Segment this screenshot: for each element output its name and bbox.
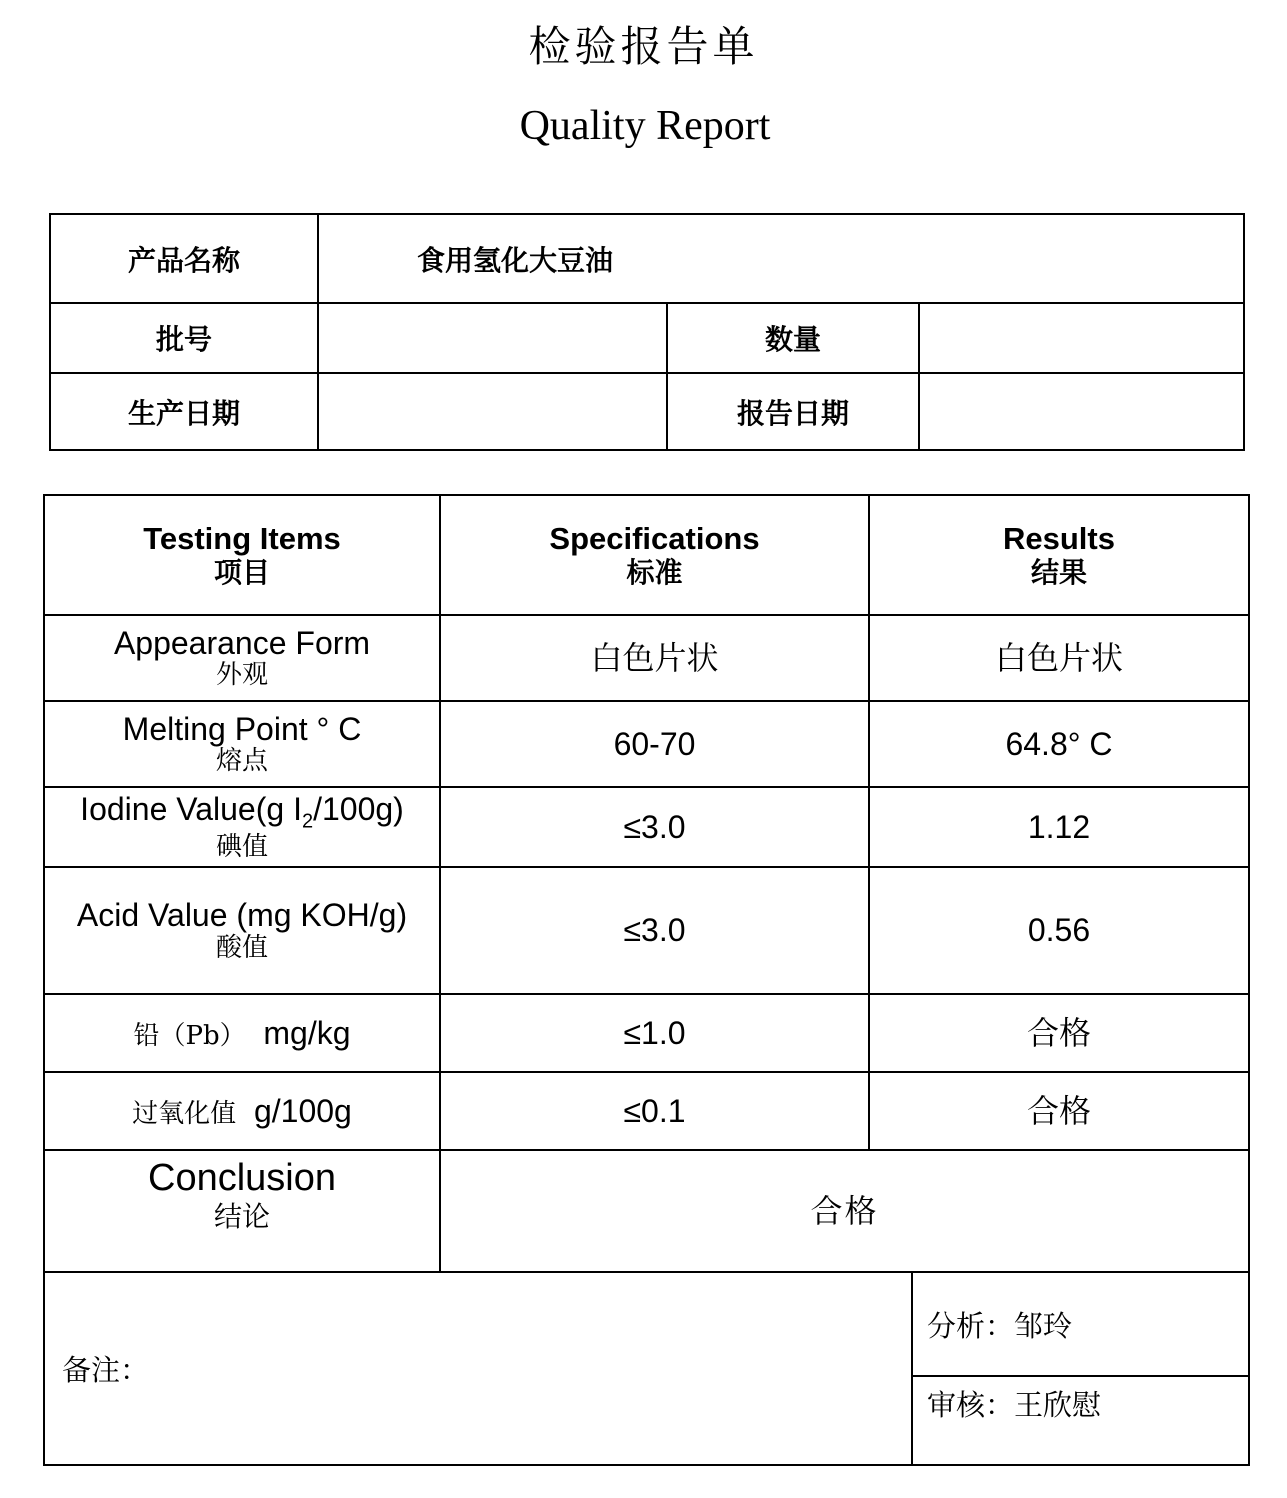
footer-table — [43, 1271, 1250, 1466]
spec-cell: ≤3.0 — [440, 867, 869, 994]
conclusion-label-cell — [44, 1150, 440, 1272]
item-name-en: Melting Point ° C — [122, 710, 362, 747]
header-specifications-cn: 标准 — [626, 555, 683, 589]
header-results-cn: 结果 — [1030, 555, 1087, 589]
report-date-label: 报告日期 — [667, 373, 919, 450]
table-row — [44, 1072, 1249, 1150]
item-name-cn: 酸值 — [215, 932, 268, 963]
product-info-table — [49, 213, 1245, 451]
header-results-en: Results — [1003, 521, 1115, 557]
result-cell: 0.56 — [869, 867, 1249, 994]
conclusion-value: 合格 — [440, 1150, 1249, 1272]
quantity-label: 数量 — [667, 303, 919, 373]
batch-label: 批号 — [50, 303, 318, 373]
product-name-value: 食用氢化大豆油 — [318, 214, 1244, 303]
item-name-cn: 过氧化值 — [132, 1098, 237, 1129]
spec-cell: ≤0.1 — [440, 1072, 869, 1150]
table-header-row — [44, 495, 1249, 615]
table-row — [44, 994, 1249, 1072]
analyst-label: 分析：邹玲 — [927, 1308, 1073, 1343]
item-name-en: Appearance Form — [113, 624, 371, 661]
table-row — [44, 701, 1249, 787]
header-specifications-en: Specifications — [549, 521, 760, 557]
header-testing-items-cn: 项目 — [213, 555, 270, 589]
table-row — [44, 615, 1249, 701]
spec-cell: ≤3.0 — [440, 787, 869, 867]
spec-cell: 60-70 — [440, 701, 869, 787]
item-name-en: Acid Value (mg KOH/g) — [76, 897, 408, 934]
item-name-cn: 熔点 — [215, 746, 268, 777]
page-title-en: Quality Report — [519, 103, 771, 149]
header-results — [869, 495, 1249, 615]
item-cell — [44, 867, 440, 994]
conclusion-label-en: Conclusion — [148, 1157, 336, 1199]
item-name-en-post: /100g) — [313, 790, 404, 827]
item-name-en — [45, 791, 439, 833]
spec-cell: 白色片状 — [440, 615, 869, 701]
reviewer-label: 审核：王欣慰 — [927, 1388, 1102, 1422]
result-cell: 64.8° C — [869, 701, 1249, 787]
item-name-cn: 碘值 — [215, 832, 268, 863]
item-name-en-pre: Iodine Value(g I — [80, 790, 302, 827]
production-date-value — [318, 373, 667, 450]
item-name-cn: 外观 — [215, 660, 268, 691]
item-name-cn: 铅（Pb） — [133, 1020, 246, 1051]
production-date-label: 生产日期 — [50, 373, 318, 450]
item-unit: g/100g — [253, 1092, 352, 1129]
table-row — [44, 867, 1249, 994]
item-name-en-subscript: 2 — [301, 810, 314, 833]
result-cell: 1.12 — [869, 787, 1249, 867]
result-cell: 合格 — [869, 994, 1249, 1072]
page-title-cn: 检验报告单 — [528, 22, 759, 71]
quantity-value — [919, 303, 1244, 373]
header-testing-items-en: Testing Items — [143, 521, 341, 557]
report-date-value — [919, 373, 1244, 450]
remarks-cell — [44, 1272, 912, 1465]
item-cell — [44, 701, 440, 787]
test-results-table — [43, 494, 1250, 1273]
remarks-label: 备注： — [62, 1353, 150, 1387]
header-testing-items — [44, 495, 440, 615]
result-cell: 白色片状 — [869, 615, 1249, 701]
item-cell — [44, 787, 440, 867]
item-cell — [44, 994, 440, 1072]
conclusion-row — [44, 1150, 1249, 1272]
item-unit: mg/kg — [263, 1014, 351, 1051]
batch-value — [318, 303, 667, 373]
analyst-cell — [912, 1272, 1249, 1376]
result-cell: 合格 — [869, 1072, 1249, 1150]
item-cell — [44, 1072, 440, 1150]
conclusion-label-cn: 结论 — [213, 1199, 270, 1233]
spec-cell: ≤1.0 — [440, 994, 869, 1072]
product-name-label: 产品名称 — [50, 214, 318, 303]
reviewer-cell — [912, 1376, 1249, 1465]
item-cell — [44, 615, 440, 701]
header-specifications — [440, 495, 869, 615]
table-row — [44, 787, 1249, 867]
